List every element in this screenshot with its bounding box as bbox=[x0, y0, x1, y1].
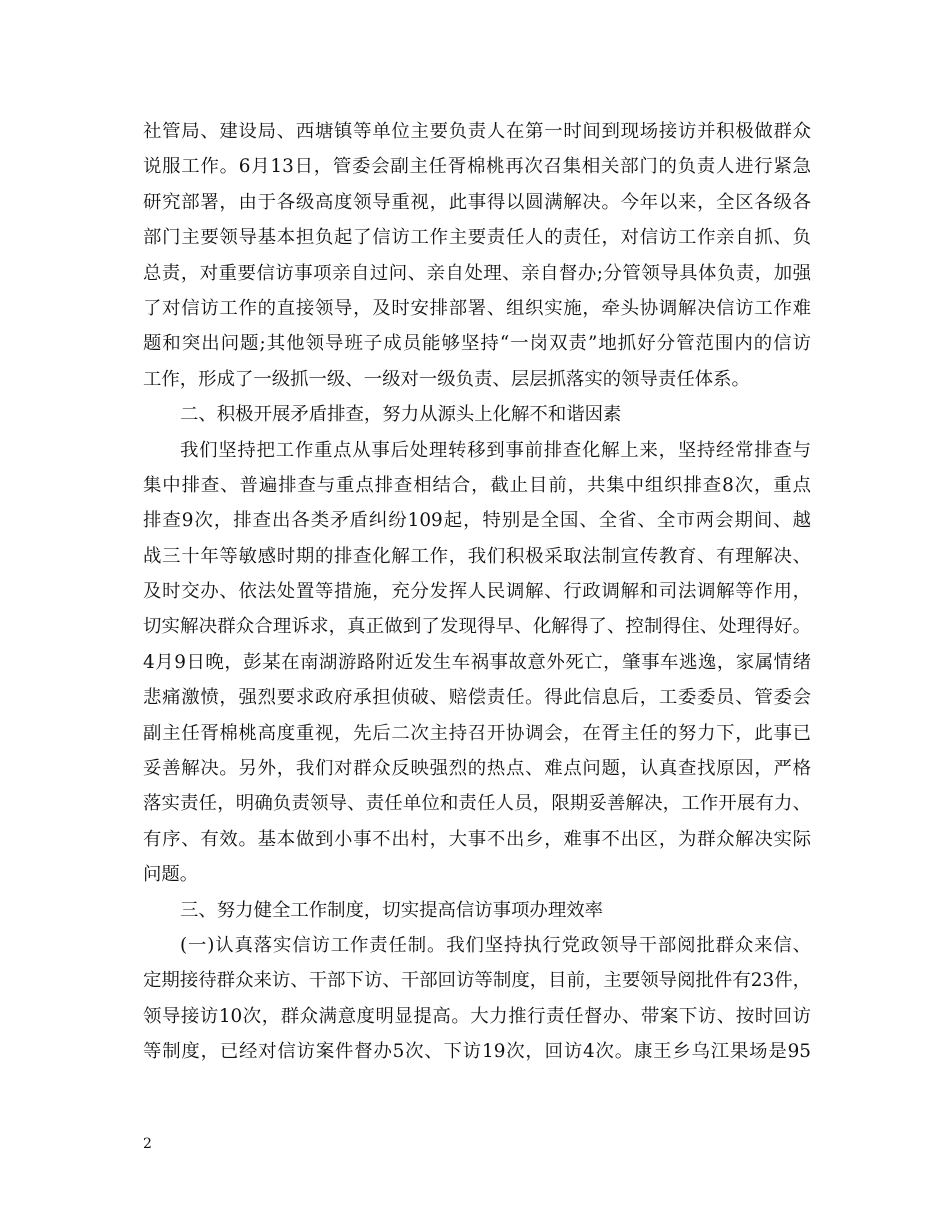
text-line: 说服工作。6月13日，管委会副主任胥棉桃再次召集相关部门的负责人进行紧急 bbox=[143, 156, 811, 178]
text-line: 定期接待群众来访、干部下访、干部回访等制度，目前，主要领导阅批件有23件， bbox=[143, 970, 811, 992]
text-line: 部门主要领导基本担负起了信访工作主要责任人的责任，对信访工作亲自抓、负 bbox=[143, 227, 811, 249]
text-line: 及时交办、依法处置等措施，充分发挥人民调解、行政调解和司法调解等作用， bbox=[143, 581, 811, 603]
text-line: (一)认真落实信访工作责任制。我们坚持执行党政领导干部阅批群众来信、 bbox=[180, 934, 811, 956]
text-line: 副主任胥棉桃高度重视，先后二次主持召开协调会，在胥主任的努力下，此事已 bbox=[143, 722, 811, 744]
text-line: 落实责任，明确负责领导、责任单位和责任人员，限期妥善解决，工作开展有力、 bbox=[143, 793, 811, 815]
text-line: 题和突出问题;其他领导班子成员能够坚持“一岗双责”地抓好分管范围内的信访 bbox=[143, 333, 811, 355]
text-line: 妥善解决。另外，我们对群众反映强烈的热点、难点问题，认真查找原因，严格 bbox=[143, 758, 811, 780]
text-line: 领导接访10次，群众满意度明显提高。大力推行责任督办、带案下访、按时回访 bbox=[143, 1005, 811, 1027]
document-body bbox=[143, 114, 811, 1070]
text-line: 排查9次，排查出各类矛盾纠纷109起，特别是全国、全省、全市两会期间、越 bbox=[143, 510, 811, 532]
text-line: 研究部署，由于各级高度领导重视，此事得以圆满解决。今年以来，全区各级各 bbox=[143, 191, 811, 213]
text-line: 战三十年等敏感时期的排查化解工作，我们积极采取法制宣传教育、有理解决、 bbox=[143, 545, 811, 567]
text-line: 了对信访工作的直接领导，及时安排部署、组织实施，牵头协调解决信访工作难 bbox=[143, 297, 811, 319]
text-line: 4月9日晚，彭某在南湖游路附近发生车祸事故意外死亡，肇事车逃逸，家属情绪 bbox=[143, 651, 811, 673]
page-number: 2 bbox=[143, 1136, 152, 1152]
text-line: 悲痛激愤，强烈要求政府承担侦破、赔偿责任。得此信息后，工委委员、管委会 bbox=[143, 687, 811, 709]
text-line: 社管局、建设局、西塘镇等单位主要负责人在第一时间到现场接访并积极做群众 bbox=[143, 121, 811, 142]
text-line: 二、积极开展矛盾排查，努力从源头上化解不和谐因素 bbox=[180, 404, 622, 426]
text-line: 切实解决群众合理诉求，真正做到了发现得早、化解得了、控制得住、处理得好。 bbox=[143, 616, 811, 638]
text-line: 总责，对重要信访事项亲自过问、亲自处理、亲自督办;分管领导具体负责，加强 bbox=[143, 262, 811, 284]
text-line: 我们坚持把工作重点从事后处理转移到事前排查化解上来，坚持经常排查与 bbox=[180, 439, 811, 461]
text-line: 问题。 bbox=[143, 864, 199, 886]
text-line: 工作，形成了一级抓一级、一级对一级负责、层层抓落实的领导责任体系。 bbox=[143, 368, 750, 390]
text-line: 集中排查、普遍排查与重点排查相结合，截止目前，共集中组织排查8次，重点 bbox=[143, 474, 811, 496]
text-line: 有序、有效。基本做到小事不出村，大事不出乡，难事不出区，为群众解决实际 bbox=[143, 828, 811, 850]
text-line: 等制度，已经对信访案件督办5次、下访19次，回访4次。康王乡乌江果场是95 bbox=[143, 1041, 811, 1063]
text-line: 三、努力健全工作制度，切实提高信访事项办理效率 bbox=[180, 899, 603, 921]
